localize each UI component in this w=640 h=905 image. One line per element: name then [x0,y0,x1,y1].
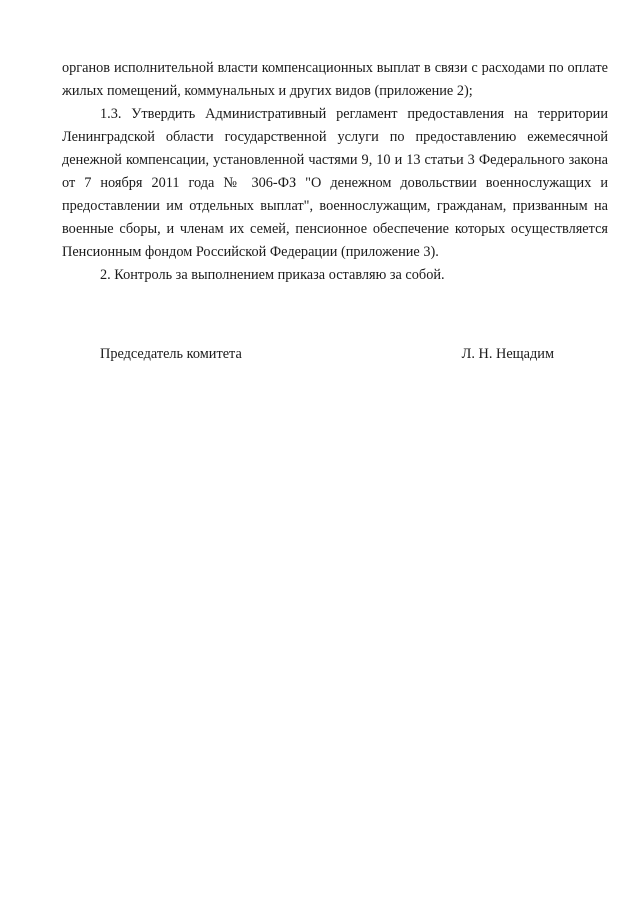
signatory-title: Председатель комитета [100,346,242,362]
paragraph-item-1-3: 1.3. Утвердить Административный регламент предоставления на территории Ленинградской области государственной услуги по предоставлению ежемесячной денежной компенсации, установленной частями 9, 10 и 13 статьи 3 Федерального закона от 7 ноября 2011 года № 306-ФЗ "О денежном довольствии военнослужащих и предоставлении им отдельных выплат", военнослужащим, гражданам, призванным на военные сборы, и членам их семей, пенсионное обеспечение которых осуществляется Пенсионным фондом Российской Федерации (приложение 3). [62,106,608,260]
document-body [62,57,608,287]
paragraph-item-2: 2. Контроль за выполнением приказа оставляю за собой. [100,267,445,283]
signature-block [100,343,554,366]
paragraph-continuation: органов исполнительной власти компенсационных выплат в связи с расходами по оплате жилых помещений, коммунальных и других видов (приложение 2); [62,60,608,99]
signatory-name: Л. Н. Нещадим [461,346,554,362]
